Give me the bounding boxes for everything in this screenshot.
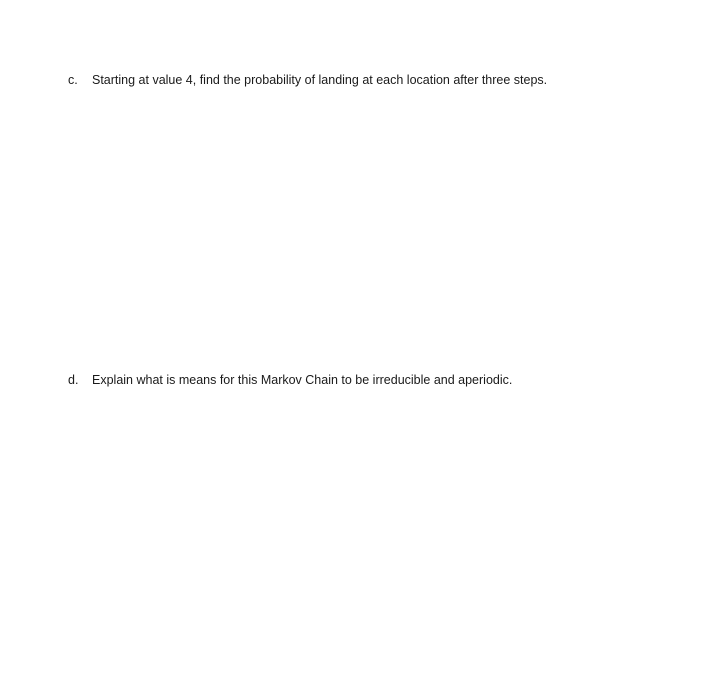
question-d xyxy=(68,372,512,388)
question-c xyxy=(68,72,547,88)
question-c-text: Starting at value 4, find the probability of landing at each location after three steps. xyxy=(92,73,548,87)
question-c-marker: c. xyxy=(68,73,78,87)
question-d-text: Explain what is means for this Markov Chain to be irreducible and aperiodic. xyxy=(92,373,513,387)
question-d-marker: d. xyxy=(68,373,79,387)
